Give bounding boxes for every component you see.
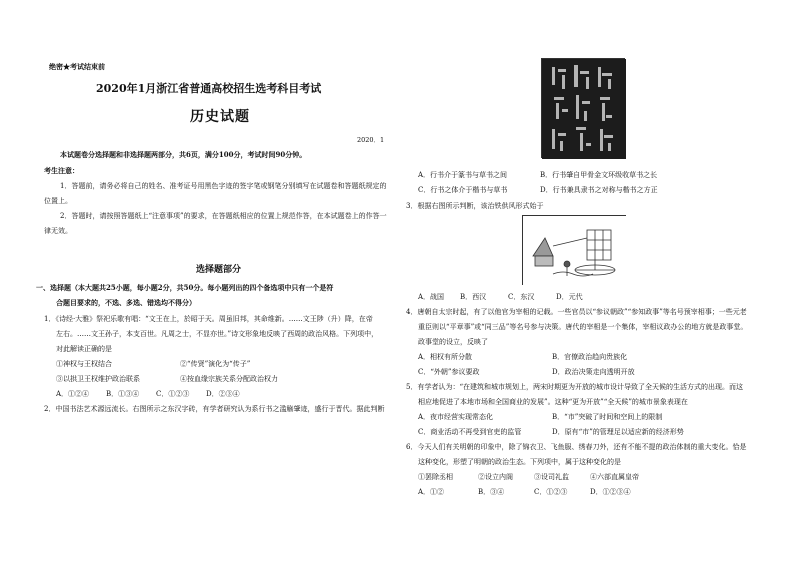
- q2-option-a: A．行书介于篆书与草书之间: [418, 171, 508, 179]
- exam-date: 2020．1: [357, 136, 385, 144]
- q6-stem-2: 这种变化，形塑了明朝的政治生态。下列项中，属于这种变化的是: [418, 458, 621, 466]
- q1-choice-c: C．①②③: [156, 390, 190, 398]
- q3-option-b: B．西汉: [460, 293, 487, 301]
- q1-stem: 1．《诗经·大雅》祭祀乐歌有唱：“文王在上，於昭于天。周虽旧邦，其命维新。……文王陟（升）降，在帝: [44, 315, 373, 323]
- q3-option-a: A．战国: [418, 293, 445, 301]
- q3-stem: 3．根据右图所示判断，该治铁供风形式始于: [406, 202, 544, 210]
- q1-item-2: ②“传贤”演化为“传子”: [180, 360, 251, 368]
- part1-heading: 一、选择题（本大题共25小题，每小题2分，共50分。每小题列出的四个备选项中只有一个是符: [36, 283, 334, 292]
- q4-stem: 4．唐朝自太宗时起，有了以他官为宰相的记载。一些官员以“参议朝政”“参知政事”等名号预宰相事；一些元老: [406, 308, 747, 316]
- q4-stem-3: 政事堂的设立，反映了: [418, 338, 488, 346]
- brick-inscription-image: [541, 58, 625, 158]
- rule-1-cont: 位置上。: [44, 197, 72, 205]
- q2-option-c: C．行书之体介于楷书与草书: [418, 186, 508, 194]
- q1-choice-b: B．①③④: [106, 390, 140, 398]
- q5-stem-2: 相应地促进了本地市场和全国商业的发展”。这种“更为开放”“全天候”的城市景象表现在: [418, 398, 688, 406]
- q5-option-a: A．夜市经营实现常态化: [418, 413, 494, 421]
- q5-option-c: C．商业活动不再受到官吏的监管: [418, 428, 522, 436]
- rule-2: 2．答题时，请按照答题纸上“注意事项”的要求，在答题纸相应的位置上规范作答，在本试题卷上的作答一: [60, 212, 387, 220]
- q4-option-a: A．相权有所分散: [418, 353, 473, 361]
- part1-heading-cont: 合题目要求的，不选、多选、错选均不得分）: [56, 298, 196, 307]
- q4-option-b: B．官僚政治趋向贵族化: [552, 353, 628, 361]
- intro-notice: 本试题卷分选择题和非选择题两部分，共6页，满分100分，考试时间90分钟。: [60, 150, 307, 159]
- rule-2-cont: 律无效。: [44, 227, 72, 235]
- q2-stem: 2．中国书法艺术源远流长。右图所示之东汉字砖，有学者研究认为系行书之滥觞肇迹，盛行于晋代。据此判断: [44, 405, 385, 413]
- q6-item-2: ②设立内阁: [478, 473, 513, 481]
- q5-stem: 5．有学者认为：“在建筑和城市规划上，两宋时期更为开放的城市设计导致了全天候的生活方式的出现。而这: [406, 383, 744, 391]
- q1-choice-d: D．②③④: [206, 390, 240, 398]
- q6-item-3: ③设司礼监: [534, 473, 569, 481]
- bellows-illustration: [522, 215, 626, 285]
- q1-stem-2: 左右。……文王孙子，本支百世。凡周之士，不显亦世。”诗文形象地反映了西周的政治风格。下列项中，: [56, 330, 379, 338]
- exam-title: 2020年1月浙江省普通高校招生选考科目考试: [96, 82, 322, 95]
- q2-option-b: B．行书肇自甲骨金文环级收草书之长: [540, 171, 658, 179]
- water-bellows-icon: [523, 216, 627, 286]
- q6-choice-a: A．①②: [418, 488, 445, 496]
- q6-choice-c: C．①②③: [534, 488, 568, 496]
- section-title: 选择题部分: [196, 265, 242, 275]
- q1-item-3: ③以拱卫王权维护政治联系: [56, 375, 140, 383]
- q5-option-b: B．“市”突破了时间和空间上的限制: [552, 413, 663, 421]
- notice-heading: 考生注意：: [44, 166, 79, 175]
- q1-item-1: ①神权与王权结合: [56, 360, 112, 368]
- q3-option-d: D．元代: [556, 293, 583, 301]
- q5-option-d: D．原有“市”的管理足以适应新的经济形势: [552, 428, 684, 436]
- brick-rubbing-icon: [542, 59, 626, 159]
- secret-label: 绝密★考试结束前: [49, 62, 105, 71]
- q4-stem-2: 重臣则以“平章事”或“同三品”等名号参与决策。唐代的宰相是一个集体，宰相议政办公的地方就是政事堂。: [418, 323, 748, 331]
- q6-item-4: ④六部直属皇帝: [590, 473, 639, 481]
- q1-choice-a: A．①②④: [56, 390, 90, 398]
- q6-stem: 6．今天人们有关明朝的印象中，除了锦衣卫、飞鱼服、绣春刀外，还有不能不提的政治体制的重大变化。恰是: [406, 443, 747, 451]
- q2-option-d: D．行书兼具隶书之对称与楷书之方正: [540, 186, 658, 194]
- q4-option-d: D．政治决策走向透明开放: [552, 368, 635, 376]
- subject-title: 历史试题: [190, 109, 250, 125]
- q3-option-c: C．东汉: [508, 293, 535, 301]
- q4-option-c: C．“外朝”参议要政: [418, 368, 480, 376]
- q6-choice-b: B．③④: [478, 488, 505, 496]
- q6-item-1: ①罢除丞相: [418, 473, 453, 481]
- q1-item-4: ④按血缘宗族关系分配政治权力: [180, 375, 278, 383]
- rule-1: 1．答题前，请务必将自己的姓名、准考证号用黑色字迹的签字笔或钢笔分别填写在试题卷和答题纸规定的: [60, 182, 387, 190]
- q6-choice-d: D．①②③④: [590, 488, 631, 496]
- q1-stem-3: 对此解读正确的是: [56, 345, 112, 353]
